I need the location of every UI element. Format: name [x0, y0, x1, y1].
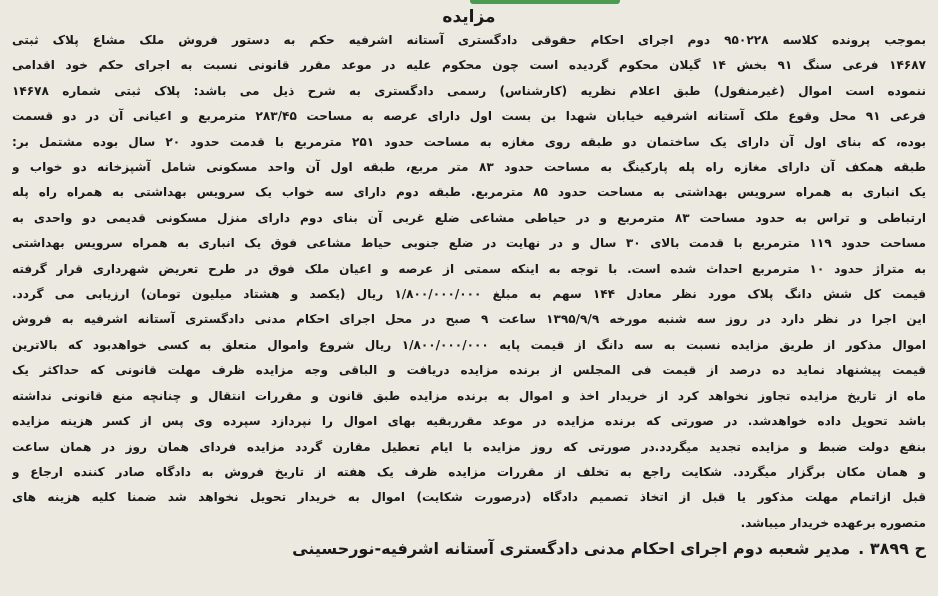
body-line: و همان مکان برگزار میگردد. شکایت راجع به تخلف از مقررات مزایده ظرف یک هفته از تاریخ فروش به دادگاه صادر کننده ارجاع و: [12, 464, 926, 479]
body-line: یک انباری به همراه سرویس بهداشتی به مساحت حدود ۸۵ مترمربع. طبقه دوم دارای سه خواب یک سرویس بهداشتی به همراه راه پله: [12, 185, 926, 200]
reference-code: ح ۳۸۹۹ .: [858, 539, 926, 559]
body-line: قبل ازاتمام مهلت مذکور یا قبل از اتخاذ تصمیم دادگاه (درصورت شکایت) اموال به خریدار تحویل نخواهد شد ضمنا کلیه هزینه های: [12, 490, 926, 505]
body-line: بنفع دولت ضبط و مزایده تجدید میگردد.در صورتی که روز مزایده با ایام تعطیل مقارن گردد مزایده فردای همان روز در همان ساعت: [12, 439, 926, 454]
body-line: ارتباطی و تراس به حدود مساحت ۸۳ مترمربع و در حیاطی مشاعی ضلع غربی آن بنای دوم دارای منزل مسکونی قدیمی دو واحدی به: [12, 210, 926, 225]
body-line: اموال مذکور از طریق مزایده نسبت به سه دانگ از قیمت پایه ۱/۸۰۰/۰۰۰/۰۰۰ ریال شروع واموال متعلق به کسی خواهدبود که بالاترین: [12, 337, 926, 352]
body-line: به متراژ حدود ۱۰ مترمربع احداث شده است. با توجه به اینکه سمتی از عرصه و اعیان ملک فوق در طرح تعریض شهرداری قرار گرفته: [12, 261, 926, 276]
body-line: قیمت پیشنهاد نماید ده درصد از قیمت فی المجلس از برنده مزایده دریافت و الباقی وجه مزایده ظرف مهلت قانونی که حداکثر یک: [12, 363, 926, 378]
body-line: بوده، که بنای اول آن دارای یک ساختمان دو طبقه روی مغازه به مساحت حدود ۲۵۱ مترمربع با قدمت حدود ۲۰ سال بوده مشتمل بر:: [12, 134, 926, 149]
body-line: قیمت کل شش دانگ پلاک مورد نظر معادل ۱۴۴ سهم به مبلغ ۱/۸۰۰/۰۰۰/۰۰۰ ریال (یکصد و هشتاد میلیون تومان) ارزیابی می گردد.: [12, 287, 926, 302]
body-line: این اجرا در نظر دارد در روز سه شنبه مورخه ۱۳۹۵/۹/۹ ساعت ۹ صبح در محل اجرای احکام مدنی دادگستری آستانه اشرفیه به فروش: [12, 312, 926, 327]
body-line: فرعی ۹۱ محل وقوع ملک آستانه اشرفیه خیابان شهدا بن بست اول دارای عرصه به مساحت ۲۸۳/۴۵ مترمربع و اعیانی آن در دو قسمت: [12, 109, 926, 124]
body-line: ننموده است اموال (غیرمنقول) طبق اعلام نظریه (کارشناس) رسمی دادگستری به شرح ذیل می باشد: پلاک ثبتی شماره ۱۴۶۷۸: [12, 83, 926, 98]
body-line: ماه از تاریخ مزایده تجاوز نخواهد کرد از خریدار اخذ و اموال به برنده مزایده طبق قانون و مقررات انتقال و چنانچه منع قانونی نداشته: [12, 388, 926, 403]
body-line: ۱۴۶۸۷ فرعی سنگ ۹۱ بخش ۱۴ گیلان محکوم گردیده است چون محکوم علیه در موعد مقرر قانونی نسبت به اجرای حکم خود اقدامی: [12, 58, 926, 73]
body-line: باشد تحویل داده خواهدشد. در صورتی که برنده مزایده در موعد مقرربقیه بهای اموال را نپردازد سپرده وی پس از کسر هزینه مزایده: [12, 414, 926, 429]
notice-body: [12, 28, 926, 536]
body-line: بموجب پرونده کلاسه ۹۵۰۲۲۸ دوم اجرای احکام حقوقی دادگستری آستانه اشرفیه حکم به دستور فروش ملک مشاع پلاک ثبتی: [12, 33, 926, 47]
body-line: متصوره برعهده خریدار میباشد.: [740, 515, 926, 530]
top-color-strip: [470, 0, 620, 4]
body-line: طبقه همکف آن دارای مغازه راه پله پارکینگ به مساحت حدود ۸۳ متر مربع، طبقه اول آن واحد مسکونی شامل آشپزخانه دو خواب و: [12, 160, 926, 175]
notice-title: مزایده: [442, 7, 496, 27]
signature-line: [12, 536, 926, 562]
signature-text: مدیر شعبه دوم اجرای احکام مدنی دادگستری آستانه اشرفیه-نورحسینی: [292, 539, 851, 559]
body-line: مساحت حدود ۱۱۹ مترمربع با قدمت بالای ۳۰ سال و در نهایت در ضلع جنوبی حیاط مشاعی فوق یک انباری به همراه سرویس بهداشتی: [12, 236, 926, 251]
